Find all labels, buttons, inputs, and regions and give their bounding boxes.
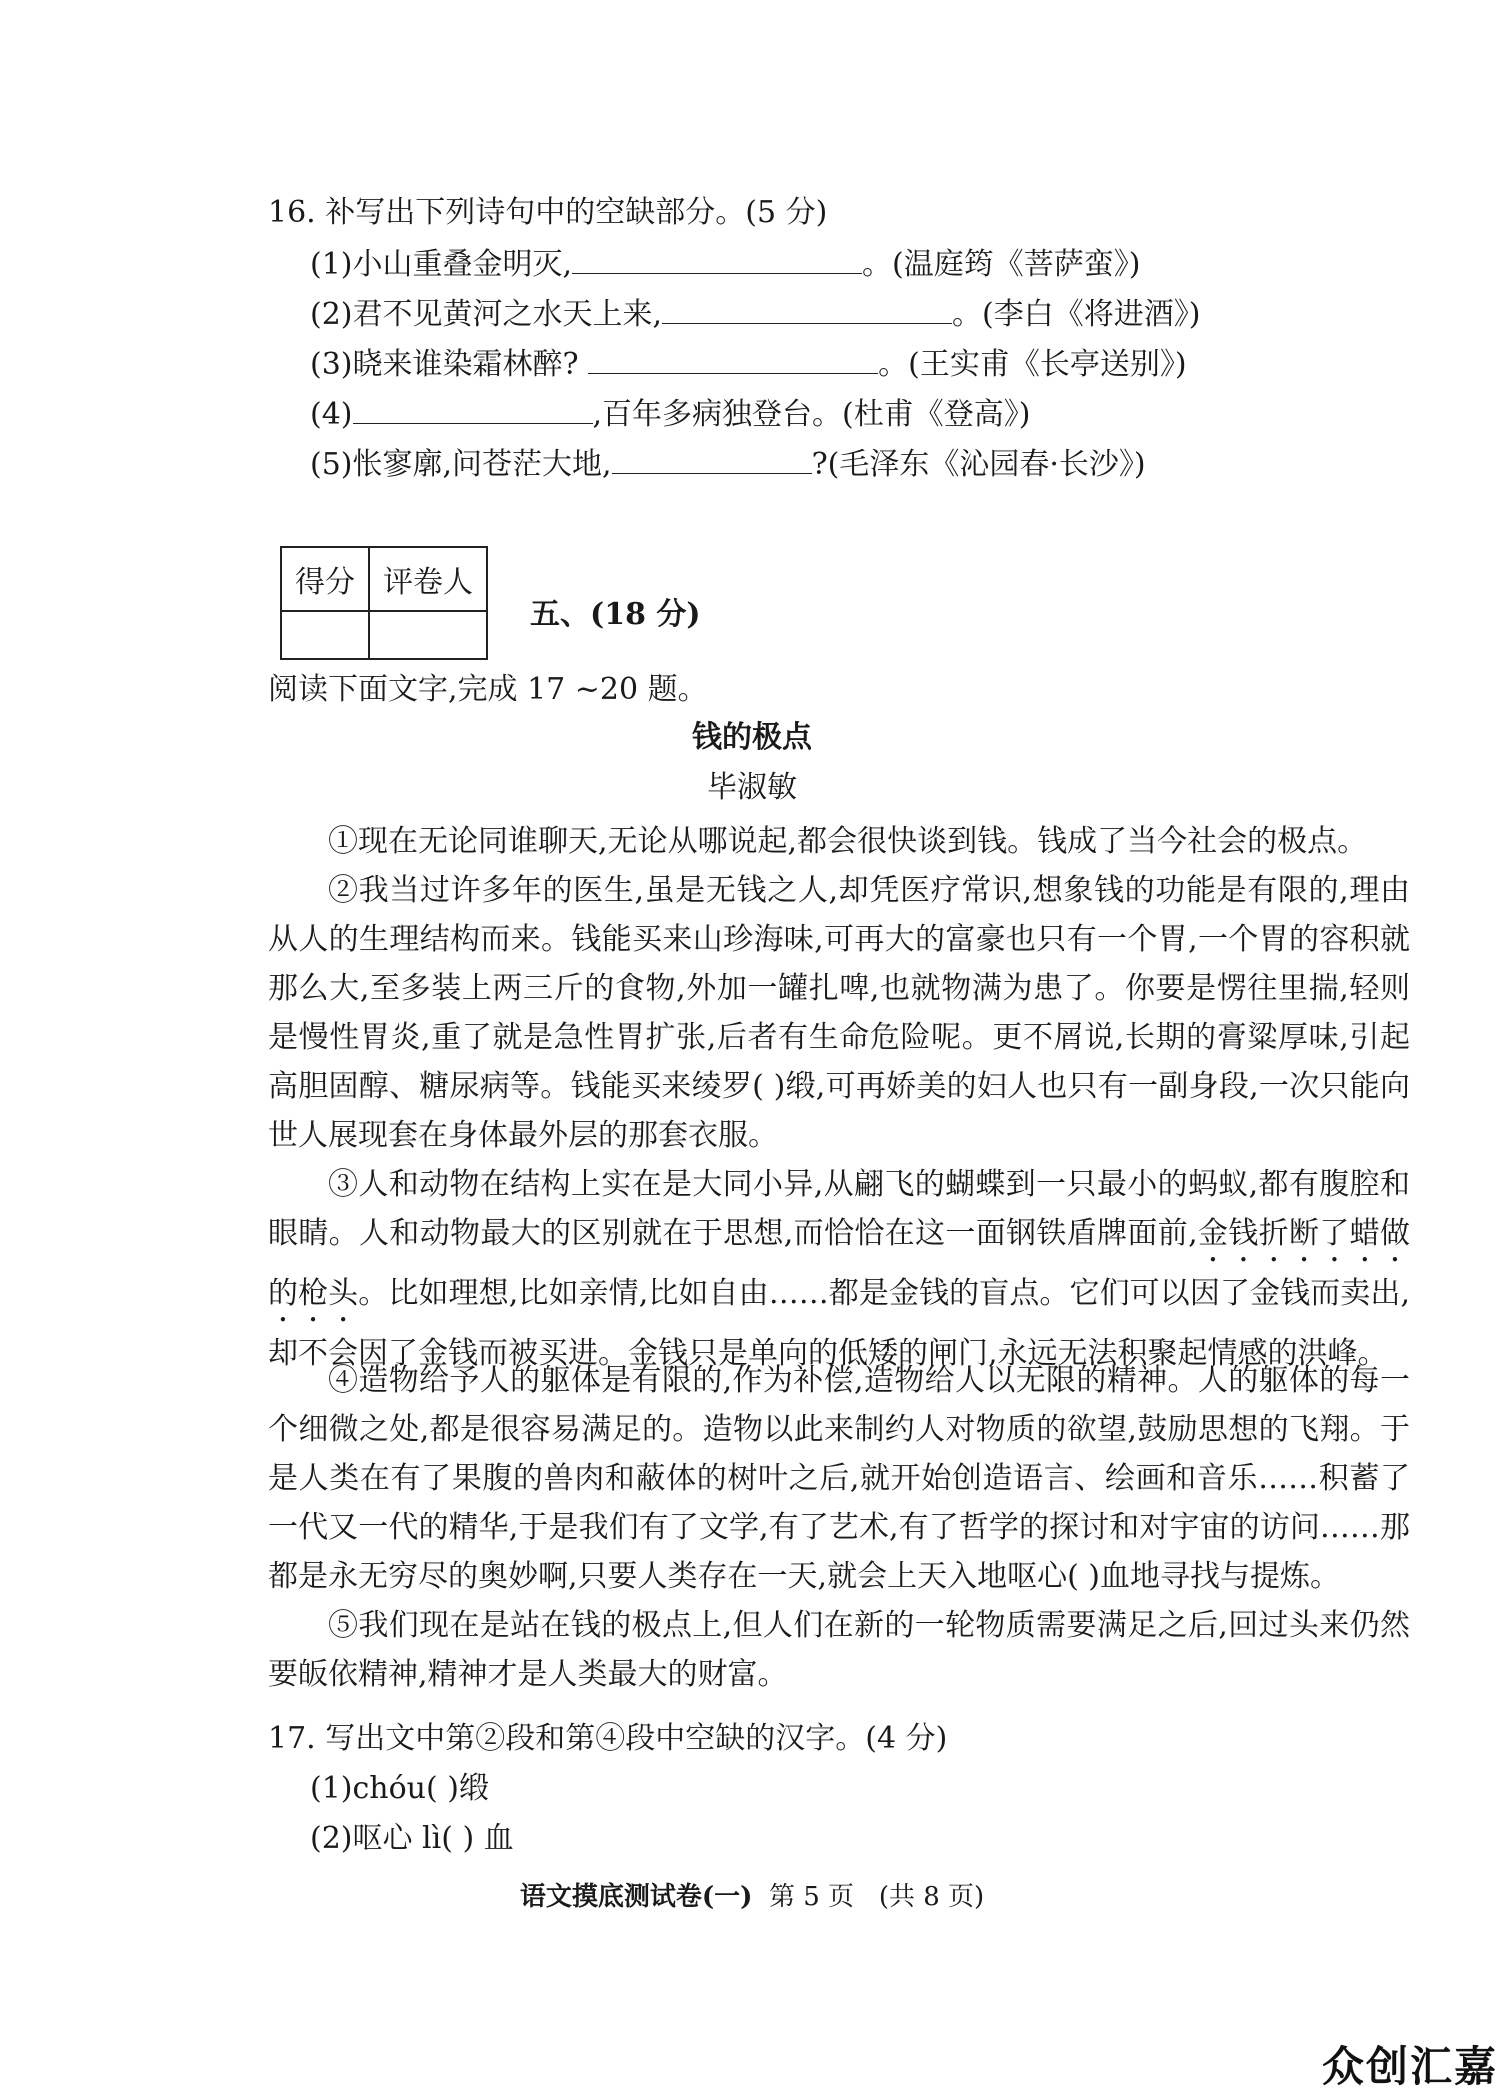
grader-cell[interactable]	[369, 611, 487, 659]
answer-blank[interactable]	[612, 443, 812, 474]
answer-blank[interactable]	[588, 343, 878, 374]
score-cell[interactable]	[281, 611, 369, 659]
paragraph-5: ⑤我们现在是站在钱的极点上,但人们在新的一轮物质需要满足之后,回过头来仍然要皈依精神,精神才是人类最大的财富。	[268, 1608, 1410, 1692]
paragraph-3: ③人和动物在结构上实在是大同小异,从翩飞的蝴蝶到一只最小的蚂蚁,都有腹腔和眼睛。人和动物最大的区别就在于思想,而恰恰在这一面钢铁盾牌面前,金钱折断了蜡做的枪头。比如理想,比如亲情,比如自由……都是金钱的盲点。它们可以因了金钱而卖出,却不会因了金钱而被买进。金钱只是单向的低矮的闸门,永远无法积聚起情感的洪峰。	[268, 1167, 1411, 1371]
q16-item-2: (2)君不见黄河之水天上来, 。(李白《将进酒》)	[310, 293, 1200, 335]
q16-item-3: (3)晓来谁染霜林醉? 。(王实甫《长亭送别》)	[310, 343, 1187, 385]
reading-intro: 阅读下面文字,完成 17 ~20 题。	[268, 672, 708, 707]
paragraph-1: ①现在无论同谁聊天,无论从哪说起,都会很快谈到钱。钱成了当今社会的极点。	[328, 824, 1368, 859]
q17-item-1: (1)chóu( )缎	[310, 1771, 489, 1806]
watermark-logo: 众创汇嘉	[1321, 2042, 1498, 2091]
exam-name: 语文摸底测试卷(一)	[519, 1882, 753, 1912]
q16-item-4: (4) ,百年多病独登台。(杜甫《登高》)	[310, 393, 1030, 435]
article-title: 钱的极点	[692, 720, 812, 755]
score-header: 得分	[281, 547, 369, 611]
emphasized-phrase: 金钱折断了蜡做的枪头	[268, 1216, 1411, 1311]
q17-item-2: (2)呕心 lì( ) 血	[310, 1821, 514, 1856]
paragraph-4: ④造物给予人的躯体是有限的,作为补偿,造物给人以无限的精神。人的躯体的每一个细微之处,都是很容易满足的。造物以此来制约人对物质的欲望,鼓励思想的飞翔。于是人类在有了果腹的兽肉和蔽体的树叶之后,就开始创造语言、绘画和音乐……积蓄了一代又一代的精华,于是我们有了文学,有了艺术,有了哲学的探讨和对宇宙的访问……那都是永无穷尽的奥妙啊,只要人类存在一天,就会上天入地呕心( )血地寻找与提炼。	[268, 1363, 1410, 1594]
grader-header: 评卷人	[369, 547, 487, 611]
answer-blank[interactable]	[662, 293, 952, 324]
page-footer	[0, 1876, 1504, 1913]
score-table	[280, 546, 488, 660]
answer-blank[interactable]	[353, 393, 593, 424]
q16-title: 16. 补写出下列诗句中的空缺部分。(5 分)	[268, 195, 828, 230]
q16-item-1: (1)小山重叠金明灭, 。(温庭筠《菩萨蛮》)	[310, 243, 1140, 285]
paragraph-2: ②我当过许多年的医生,虽是无钱之人,却凭医疗常识,想象钱的功能是有限的,理由从人的生理结构而来。钱能买来山珍海味,可再大的富豪也只有一个胃,一个胃的容积就那么大,至多装上两三斤的食物,外加一罐扎啤,也就物满为患了。你要是愣往里揣,轻则是慢性胃炎,重了就是急性胃扩张,后者有生命危险呢。更不屑说,长期的膏粱厚味,引起高胆固醇、糖尿病等。钱能买来绫罗( )缎,可再娇美的妇人也只有一副身段,一次只能向世人展现套在身体最外层的那套衣服。	[268, 873, 1410, 1153]
q17-title: 17. 写出文中第②段和第④段中空缺的汉字。(4 分)	[268, 1721, 948, 1756]
page-number: 第 5 页	[768, 1882, 855, 1912]
page-total: (共 8 页)	[878, 1882, 985, 1912]
section-title: 五、(18 分)	[530, 597, 701, 632]
article-author: 毕淑敏	[707, 770, 797, 805]
q16-item-5: (5)怅寥廓,问苍茫大地, ?(毛泽东《沁园春·长沙》)	[310, 443, 1146, 485]
answer-blank[interactable]	[572, 243, 862, 274]
